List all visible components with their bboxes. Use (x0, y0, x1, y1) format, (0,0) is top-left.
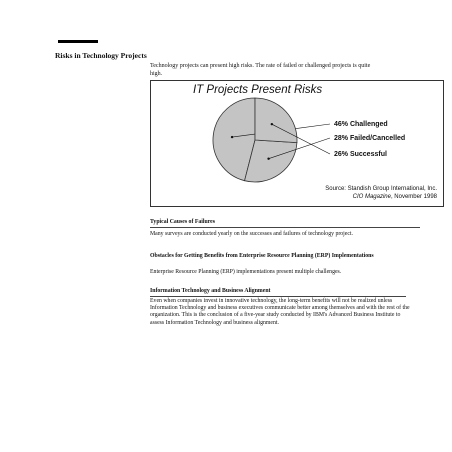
source-magazine: CIO Magazine (352, 194, 391, 200)
leader-arrow-challenged (231, 136, 233, 138)
slice-label-successful: 26% Successful (334, 151, 387, 158)
pie-chart-figure (150, 80, 444, 207)
heading-it-alignment: Information Technology and Business Alignment (150, 288, 271, 294)
heading-rule (150, 296, 406, 297)
heading-typical-causes: Typical Causes of Failures (150, 219, 420, 228)
heading-erp-obstacles: Obstacles for Getting Benefits from Enterprise Resource Planning (ERP) Implementations (150, 253, 374, 259)
chart-source (325, 185, 437, 201)
slice-label-failed-cancelled: 28% Failed/Cancelled (334, 135, 406, 142)
paragraph-typical-causes: Many surveys are conducted yearly on the successes and failures of technology project. (150, 231, 353, 237)
intro-paragraph: Technology projects can present high risks. The rate of failed or challenged projects is quite high. (150, 63, 371, 77)
pie-slice-successful (255, 98, 297, 143)
chart-title: IT Projects Present Risks (193, 84, 323, 96)
source-date: , November 1998 (390, 194, 437, 200)
source-line: Source: Standish Group International, Inc. (325, 186, 437, 192)
top-rule (58, 40, 98, 43)
leader-arrow-successful (271, 123, 273, 125)
slice-label-challenged: 46% Challenged (334, 121, 388, 128)
leader-arrow-failed-cancelled (267, 157, 269, 159)
source-citation (325, 193, 437, 201)
paragraph-it-alignment: Even when companies invest in innovative technology, the long-term benefits will not be realized unless Information Technology and business executives communicate better among themselves and with the rest of the organization. This is the conclusion of a five-year study conducted by IBM's Advanced Business Institute to assess Information Technology and business alignment. (150, 298, 410, 326)
section-title: Risks in Technology Projects (55, 51, 147, 60)
paragraph-erp-obstacles: Enterprise Resource Planning (ERP) implementations present multiple challenges. (150, 269, 342, 275)
